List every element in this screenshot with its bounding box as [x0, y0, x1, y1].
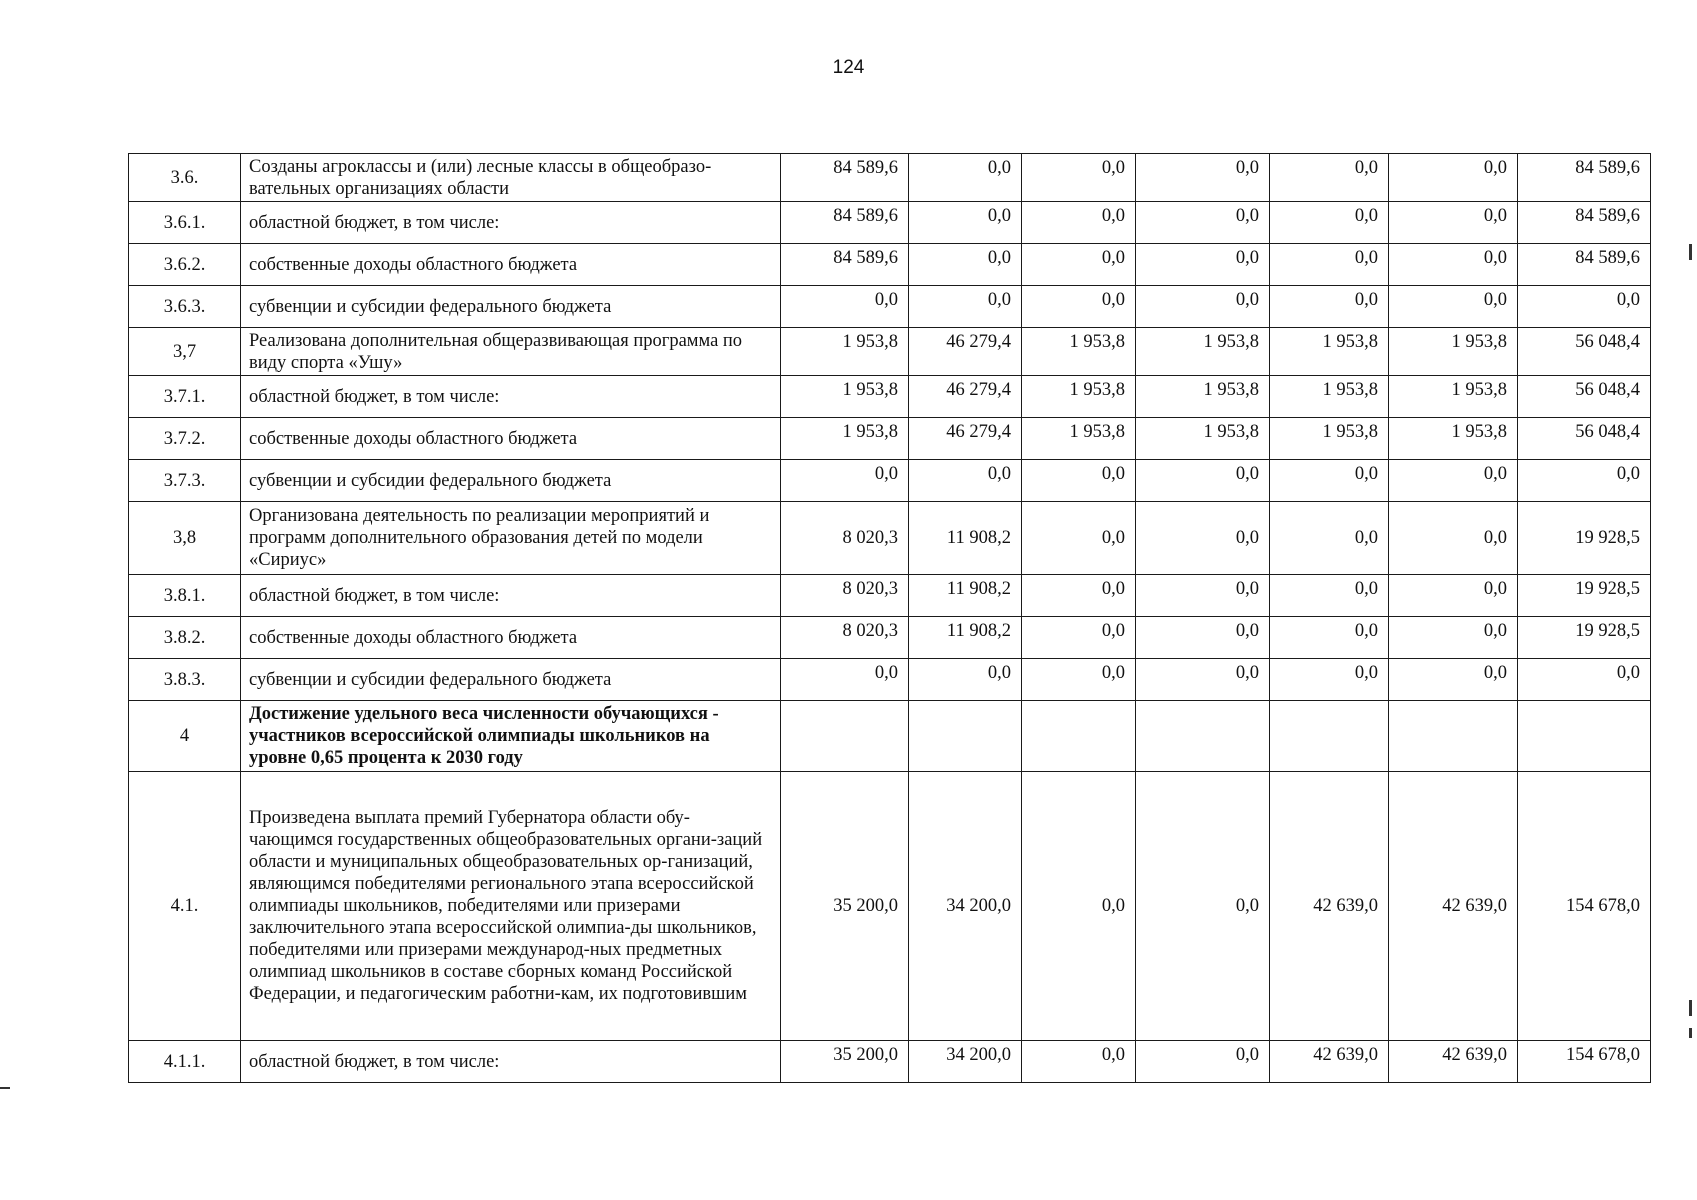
value-cell: 0,0 [1136, 244, 1270, 286]
value-cell: 46 279,4 [909, 376, 1022, 418]
value-cell: 0,0 [1389, 659, 1518, 701]
row-description: субвенции и субсидии федерального бюджета [241, 286, 781, 328]
value-cell: 0,0 [1136, 286, 1270, 328]
row-description: собственные доходы областного бюджета [241, 617, 781, 659]
value-cell: 0,0 [1022, 154, 1136, 202]
row-description: областной бюджет, в том числе: [241, 202, 781, 244]
value-cell: 0,0 [909, 460, 1022, 502]
value-cell: 154 678,0 [1518, 772, 1651, 1041]
row-description: субвенции и субсидии федерального бюджета [241, 659, 781, 701]
value-cell: 0,0 [1022, 617, 1136, 659]
value-cell: 0,0 [1270, 502, 1389, 575]
value-cell: 46 279,4 [909, 418, 1022, 460]
edge-mark [1689, 1028, 1692, 1038]
table-row [129, 376, 1651, 418]
row-description: Организована деятельность по реализации мероприятий и программ дополнительного образования детей по модели «Сириус» [241, 502, 781, 575]
value-cell: 1 953,8 [1136, 376, 1270, 418]
row-description: областной бюджет, в том числе: [241, 1041, 781, 1083]
row-number: 3,8 [129, 502, 241, 575]
value-cell: 35 200,0 [781, 772, 909, 1041]
value-cell: 84 589,6 [1518, 202, 1651, 244]
value-cell: 1 953,8 [781, 376, 909, 418]
value-cell: 1 953,8 [1022, 376, 1136, 418]
row-description: Произведена выплата премий Губернатора области обу-чающимся государственных общеобразовательных органи-заций области и муниципальных общеобразовательных ор-ганизаций, являющимся победителями регионального этапа всероссийской олимпиады школьников, победителями или призерами заключительного этапа всероссийской олимпиа-ды школьников, победителями или призерами международ-ных предметных олимпиад школьников в составе сборных команд Российской Федерации, и педагогическим работни-кам, их подготовившим [241, 772, 781, 1041]
value-cell: 1 953,8 [781, 328, 909, 376]
value-cell [781, 701, 909, 772]
value-cell: 0,0 [1389, 202, 1518, 244]
value-cell: 0,0 [1022, 772, 1136, 1041]
value-cell: 0,0 [1389, 244, 1518, 286]
table-row [129, 460, 1651, 502]
value-cell: 0,0 [1389, 154, 1518, 202]
row-description: собственные доходы областного бюджета [241, 418, 781, 460]
value-cell: 0,0 [909, 154, 1022, 202]
row-description: областной бюджет, в том числе: [241, 575, 781, 617]
value-cell: 0,0 [1389, 460, 1518, 502]
value-cell: 0,0 [1270, 659, 1389, 701]
value-cell: 0,0 [1022, 202, 1136, 244]
row-number: 3.8.2. [129, 617, 241, 659]
value-cell: 0,0 [1136, 659, 1270, 701]
value-cell: 0,0 [1022, 244, 1136, 286]
value-cell: 1 953,8 [1136, 328, 1270, 376]
value-cell: 0,0 [1389, 575, 1518, 617]
row-number: 3.6.2. [129, 244, 241, 286]
row-number: 3.6.3. [129, 286, 241, 328]
value-cell: 35 200,0 [781, 1041, 909, 1083]
row-number: 3.7.1. [129, 376, 241, 418]
value-cell: 1 953,8 [781, 418, 909, 460]
value-cell: 84 589,6 [781, 202, 909, 244]
value-cell: 0,0 [1270, 286, 1389, 328]
table-row [129, 617, 1651, 659]
row-description: Достижение удельного веса численности обучающихся - участников всероссийской олимпиады школьников на уровне 0,65 процента к 2030 году [241, 701, 781, 772]
value-cell: 0,0 [1136, 502, 1270, 575]
value-cell: 0,0 [1022, 575, 1136, 617]
row-description: Реализована дополнительная общеразвивающая программа по виду спорта «Ушу» [241, 328, 781, 376]
table-row [129, 328, 1651, 376]
value-cell: 1 953,8 [1136, 418, 1270, 460]
row-number: 3.6. [129, 154, 241, 202]
row-number: 4 [129, 701, 241, 772]
value-cell: 19 928,5 [1518, 502, 1651, 575]
table-row [129, 701, 1651, 772]
edge-mark [1689, 1000, 1692, 1016]
row-number: 3.6.1. [129, 202, 241, 244]
value-cell: 0,0 [1136, 202, 1270, 244]
value-cell: 84 589,6 [781, 244, 909, 286]
row-number: 3.8.3. [129, 659, 241, 701]
table-row [129, 502, 1651, 575]
value-cell: 0,0 [1136, 460, 1270, 502]
value-cell: 1 953,8 [1389, 376, 1518, 418]
row-number: 3.7.2. [129, 418, 241, 460]
value-cell: 0,0 [1022, 286, 1136, 328]
value-cell: 34 200,0 [909, 1041, 1022, 1083]
value-cell: 34 200,0 [909, 772, 1022, 1041]
edge-mark [0, 1087, 10, 1089]
value-cell: 8 020,3 [781, 575, 909, 617]
value-cell: 0,0 [1136, 617, 1270, 659]
value-cell: 11 908,2 [909, 575, 1022, 617]
value-cell: 8 020,3 [781, 617, 909, 659]
value-cell: 0,0 [1022, 1041, 1136, 1083]
value-cell: 1 953,8 [1389, 418, 1518, 460]
value-cell: 1 953,8 [1022, 418, 1136, 460]
value-cell: 11 908,2 [909, 502, 1022, 575]
row-description: собственные доходы областного бюджета [241, 244, 781, 286]
value-cell: 42 639,0 [1270, 772, 1389, 1041]
value-cell: 42 639,0 [1389, 1041, 1518, 1083]
value-cell: 0,0 [1518, 659, 1651, 701]
page-number: 124 [832, 57, 865, 78]
table-row [129, 575, 1651, 617]
value-cell: 42 639,0 [1389, 772, 1518, 1041]
row-description: Созданы агроклассы и (или) лесные классы в общеобразо-вательных организациях области [241, 154, 781, 202]
value-cell: 0,0 [1270, 460, 1389, 502]
table-row [129, 202, 1651, 244]
row-number: 3.7.3. [129, 460, 241, 502]
row-number: 4.1.1. [129, 1041, 241, 1083]
value-cell: 0,0 [1270, 202, 1389, 244]
value-cell [909, 701, 1022, 772]
value-cell: 0,0 [1389, 286, 1518, 328]
value-cell: 0,0 [909, 659, 1022, 701]
value-cell: 0,0 [781, 286, 909, 328]
table-row [129, 286, 1651, 328]
value-cell: 56 048,4 [1518, 328, 1651, 376]
value-cell: 0,0 [1389, 617, 1518, 659]
value-cell: 56 048,4 [1518, 376, 1651, 418]
value-cell: 19 928,5 [1518, 617, 1651, 659]
value-cell: 1 953,8 [1270, 328, 1389, 376]
value-cell: 0,0 [781, 460, 909, 502]
row-number: 4.1. [129, 772, 241, 1041]
row-description: субвенции и субсидии федерального бюджета [241, 460, 781, 502]
value-cell: 46 279,4 [909, 328, 1022, 376]
value-cell [1270, 701, 1389, 772]
budget-table [128, 153, 1651, 1083]
value-cell: 0,0 [909, 202, 1022, 244]
value-cell: 56 048,4 [1518, 418, 1651, 460]
value-cell: 0,0 [909, 286, 1022, 328]
value-cell: 19 928,5 [1518, 575, 1651, 617]
value-cell: 154 678,0 [1518, 1041, 1651, 1083]
value-cell: 0,0 [1136, 154, 1270, 202]
edge-mark [1689, 244, 1692, 260]
value-cell: 0,0 [1022, 659, 1136, 701]
value-cell [1518, 701, 1651, 772]
value-cell: 0,0 [1136, 575, 1270, 617]
value-cell: 0,0 [1136, 1041, 1270, 1083]
value-cell: 0,0 [1518, 286, 1651, 328]
value-cell: 0,0 [1270, 575, 1389, 617]
value-cell: 1 953,8 [1022, 328, 1136, 376]
value-cell: 11 908,2 [909, 617, 1022, 659]
table-row [129, 659, 1651, 701]
table-row [129, 772, 1651, 1041]
value-cell: 0,0 [1136, 772, 1270, 1041]
value-cell: 1 953,8 [1270, 376, 1389, 418]
value-cell: 42 639,0 [1270, 1041, 1389, 1083]
value-cell [1022, 701, 1136, 772]
value-cell [1136, 701, 1270, 772]
value-cell: 0,0 [1518, 460, 1651, 502]
value-cell: 0,0 [781, 659, 909, 701]
value-cell: 0,0 [1270, 244, 1389, 286]
value-cell: 84 589,6 [1518, 244, 1651, 286]
table-row [129, 1041, 1651, 1083]
value-cell: 0,0 [1270, 617, 1389, 659]
row-description: областной бюджет, в том числе: [241, 376, 781, 418]
table-row [129, 154, 1651, 202]
row-number: 3.8.1. [129, 575, 241, 617]
value-cell: 0,0 [1022, 460, 1136, 502]
value-cell: 84 589,6 [1518, 154, 1651, 202]
value-cell: 84 589,6 [781, 154, 909, 202]
value-cell: 0,0 [909, 244, 1022, 286]
table-row [129, 418, 1651, 460]
value-cell: 0,0 [1270, 154, 1389, 202]
row-number: 3,7 [129, 328, 241, 376]
table-row [129, 244, 1651, 286]
value-cell [1389, 701, 1518, 772]
value-cell: 0,0 [1389, 502, 1518, 575]
value-cell: 0,0 [1022, 502, 1136, 575]
value-cell: 1 953,8 [1389, 328, 1518, 376]
value-cell: 1 953,8 [1270, 418, 1389, 460]
value-cell: 8 020,3 [781, 502, 909, 575]
